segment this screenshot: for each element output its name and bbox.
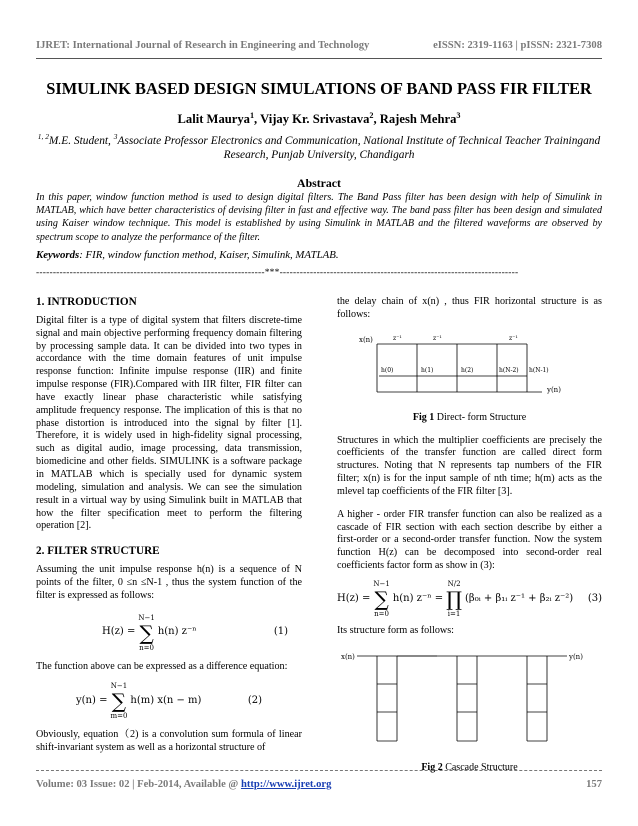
volume-info: Volume: 03 Issue: 02 | Feb-2014, Available @ http://www.ijret.org — [36, 779, 332, 790]
paragraph: Assuming the unit impulse response h(n) is a sequence of N points of the filter, 0 ≤n ≤N-1 , thus the system function of the filter is expressed as follows: — [36, 564, 302, 601]
keywords: Keywords: FIR, window function method, Kaiser, Simulink, MATLAB. — [36, 249, 339, 261]
paragraph: Structures in which the multiplier coefficients are precisely the coefficients of the transfer function are called direct form structures. Noting that N represents tap numbers of the FIR filter; x(n) is for the input sample of nth time; h(m) acts as the mlevel tap coefficients of the FIR filter [3]. — [337, 434, 602, 497]
direct-form-diagram — [337, 328, 602, 408]
running-header — [36, 40, 602, 51]
issn: eISSN: 2319-1163 | pISSN: 2321-7308 — [433, 40, 602, 51]
paragraph: Digital filter is a type of digital system that filters discrete-time signal and main objective performing frequency domain filtering by processing sample data. It can be divided into two types in accordance with the time domain features of unit impulse response function: Infinite impulse response (IIR) and finite impulse response (FIR).Compared with IIR filter, FIR filter can have exactly linear phase characteristic while satisfying amplitude frequency response. The implication of this is that no phase distortion is introduced into the signal by filter [1]. Therefore, it is widely used in high-fidelity signal processing, such as digital audio, image processing, data transmission, biomedicine and other fields. SIMULINK is a software package in MATLAB which is specially used for dynamic system modeling, simulation and analysis. We can see the simulation result in a virtual way by using Simulink built in MATLAB that how the filter specification meet to perform the filtering operation [2]. — [36, 314, 302, 532]
header-rule — [36, 58, 602, 59]
tap-label: h(1) — [421, 366, 434, 374]
author-list: Lalit Maurya$^1$, Vijay Kr. Srivastava$^2$, Rajesh Mehra$^3$ — [177, 110, 461, 126]
footer-rule — [36, 770, 602, 771]
tap-label: h(2) — [461, 366, 474, 374]
journal-link[interactable]: http://www.ijret.org — [240, 779, 332, 790]
equation-3: H(z) = N−1 ∑ n=0 h(n) z⁻ⁿ = N/2 ∏ i=1 (β₀ᵢ + β₁ᵢ z⁻¹ + β₂ᵢ z⁻²) (3) — [337, 579, 602, 618]
right-column — [337, 296, 602, 775]
paragraph: A higher - order FIR transfer function can also be realized as a cascade of FIR section with each section describe by either a first-order or a second-order transfer function. Now the system function H(z) can be decomposed into second-order real coefficients factor form as show in (3): — [337, 508, 602, 572]
paragraph: Its structure form as follows: — [337, 624, 454, 636]
input-label: x(n) — [359, 335, 373, 344]
delay-label: z⁻¹ — [509, 334, 518, 342]
section-separator: --------------------------------------------------------------------***----------------------------------------------------------------------- — [36, 268, 519, 278]
equation-number: (2) — [247, 694, 262, 706]
page-number: 157 — [586, 779, 602, 790]
section-heading: 2. FILTER STRUCTURE — [36, 545, 160, 558]
tap-label: h(0) — [381, 366, 394, 374]
figure-caption: Fig 1 Direct- form Structure — [412, 411, 527, 423]
output-label: y(n) — [547, 385, 561, 394]
paragraph: Obviously, equation（2) is a convolution sum formula of linear shift-invariant system as well as a horizontal structure of — [36, 729, 302, 754]
paragraph: the delay chain of x(n) , thus FIR horizontal structure is as follows: — [337, 296, 602, 320]
paper-title: SIMULINK BASED DESIGN SIMULATIONS OF BAND PASS FIR FILTER — [46, 79, 592, 98]
cascade-diagram — [337, 646, 602, 756]
delay-label: z⁻¹ — [393, 334, 402, 342]
equation-2: y(n) = N−1 ∑ m=0 h(m) x(n − m) (2) — [76, 682, 262, 721]
running-footer — [36, 779, 602, 790]
output-label: y(n) — [569, 652, 583, 661]
equation-number: (3) — [587, 592, 602, 604]
left-column — [36, 296, 302, 755]
affiliation: $^{1, 2}$M.E. Student, $^3$Associate Professor Electronics and Communication, National Institute of Technical Teacher Trainingand Research, Punjab University, Chandigarh — [37, 132, 601, 161]
figure-caption: Fig 2 Cascade Structure — [421, 761, 518, 773]
paragraph: The function above can be expressed as a difference equation: — [36, 660, 288, 672]
abstract-text: In this paper, window function method is used to design digital filters. The Band Pass filter has been design with help of Simulink in MATLAB, which have better characteristics of devising filter in fast and effective way. The band pass filter has been design and simulated using Kaiser window technique. This model is established by using Simulink in MATLAB and the filtered waveforms are observed by spectrum scope to analyze the performance of the filter. — [36, 192, 602, 243]
journal-name: IJRET: International Journal of Research in Engineering and Technology — [36, 40, 370, 51]
tap-label: h(N-1) — [529, 366, 549, 374]
author-name: Rajesh Mehra — [379, 112, 457, 126]
delay-label: z⁻¹ — [433, 334, 442, 342]
equation-number: (1) — [273, 626, 288, 638]
abstract-heading: Abstract — [297, 176, 341, 190]
section-heading: 1. INTRODUCTION — [36, 296, 137, 308]
tap-label: h(N-2) — [499, 366, 519, 374]
input-label: x(n) — [341, 652, 355, 661]
author-name: Vijay Kr. Srivastava — [260, 112, 370, 126]
author-name: Lalit Maurya — [177, 112, 250, 126]
equation-1: H(z) = N−1 ∑ n=0 h(n) z⁻ⁿ (1) — [102, 613, 288, 652]
